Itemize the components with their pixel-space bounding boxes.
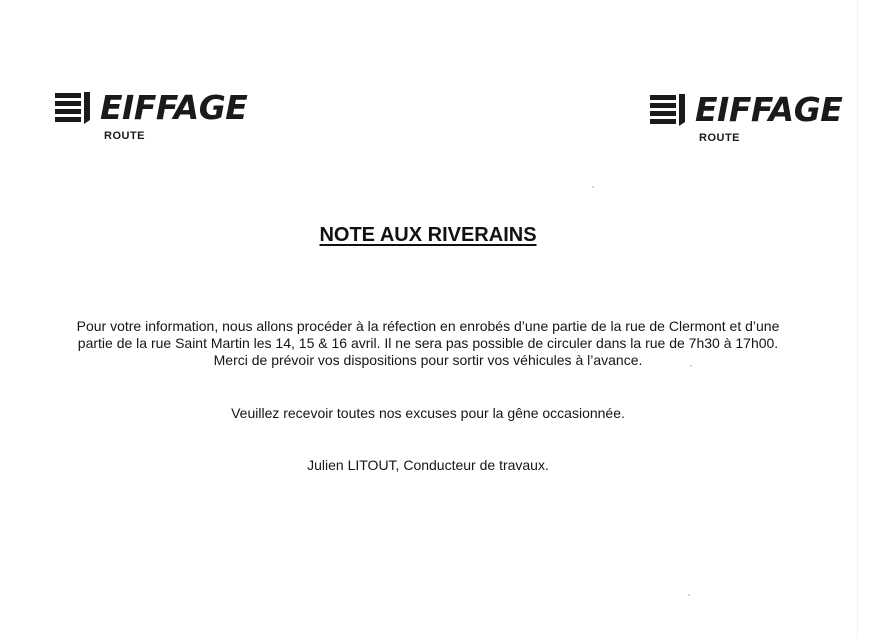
note-title: NOTE AUX RIVERAINS: [319, 224, 537, 246]
logo-row: [650, 90, 842, 130]
paragraph-line: partie de la rue Saint Martin les 14, 15 & 16 avril. Il ne sera pas possible de circuler dans la rue de 7h30 à 17h00.: [77, 335, 779, 351]
apology-text: Veuillez recevoir toutes nos excuses pour la gêne occasionnée.: [231, 405, 625, 421]
logo-brand-text: EIFFAGE: [695, 90, 843, 129]
eiffage-stripes-logo-icon: [650, 93, 687, 127]
scan-edge: [857, 0, 858, 638]
logo-division-text: ROUTE: [104, 130, 145, 142]
logo-division-text: ROUTE: [699, 132, 740, 144]
eiffage-logo-right: [650, 90, 842, 144]
eiffage-logo-left: [55, 88, 247, 142]
logo-row: [55, 88, 247, 128]
scan-speck: [688, 594, 690, 596]
eiffage-stripes-logo-icon: [55, 91, 92, 125]
logo-brand-text: EIFFAGE: [100, 88, 248, 127]
scan-speck: [690, 365, 692, 367]
signature-text: Julien LITOUT, Conducteur de travaux.: [307, 457, 549, 473]
information-paragraph: [40, 318, 816, 369]
paragraph-line: Pour votre information, nous allons procéder à la réfection en enrobés d’une partie de la rue de Clermont et d’une: [76, 318, 780, 334]
scan-speck: [592, 186, 594, 188]
paragraph-line: Merci de prévoir vos dispositions pour sortir vos véhicules à l’avance.: [213, 352, 643, 368]
